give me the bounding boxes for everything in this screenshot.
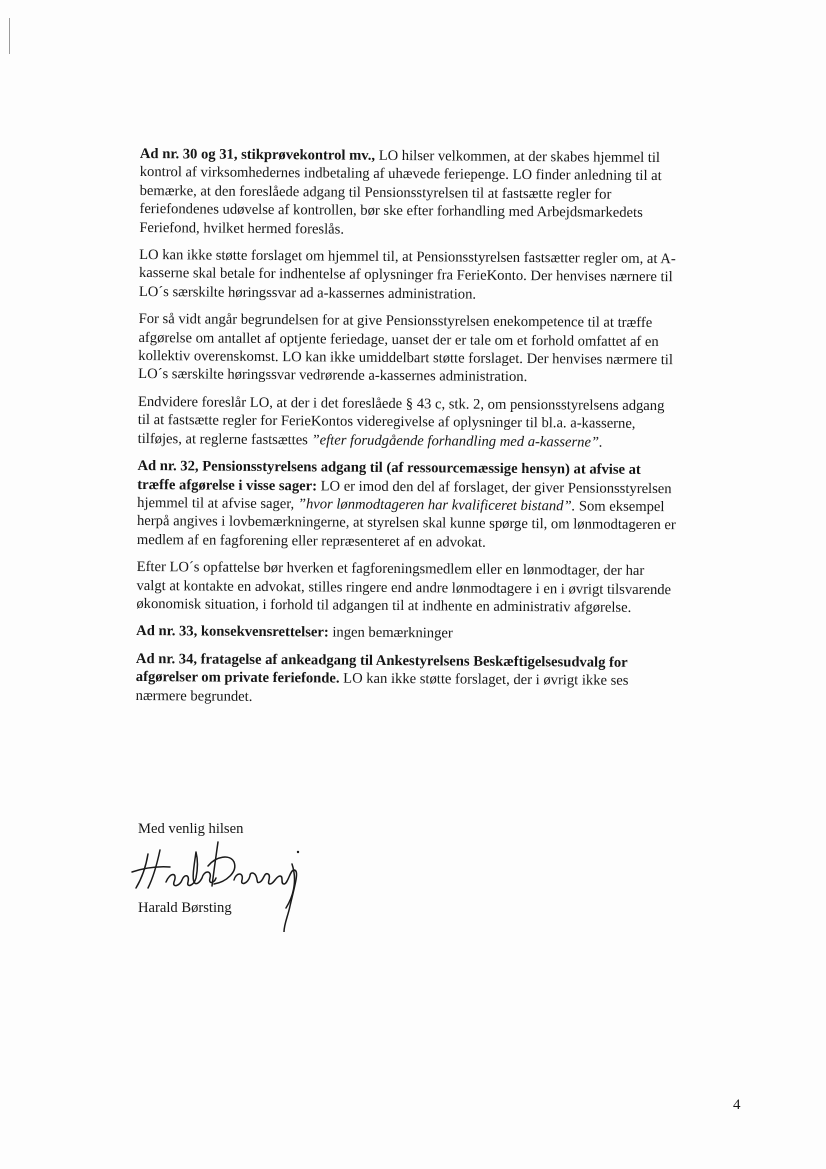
paragraph-text: ”efter forudgående forhandling med a-kasserne”. — [311, 432, 603, 451]
paragraph-text: LO kan ikke støtte forslaget om hjemmel til, at Pensionsstyrelsen fastsætter regler om, at A-kasserne skal betale for indhentelse af oplysninger fra FerieKonto. Der henvises nærnere til LO´s særskilte høringssvar ad a-kassernes administration. — [138, 247, 676, 303]
paragraph-text: ”hvor lønmodtageren har kvalificeret bistand”. — [297, 496, 576, 515]
paragraph-text: Ad nr. 33, konsekvensrettelser: — [136, 623, 329, 641]
paragraph-p8 — [136, 650, 676, 709]
closing-greeting: Med venlig hilsen — [138, 821, 244, 837]
signer-name: Harald Børsting — [138, 900, 232, 916]
scan-artifact-line — [9, 18, 10, 54]
letter-body — [136, 145, 680, 718]
paragraph-text: Ad nr. 32, Pensionsstyrelsens adgang til (af ressourcemæssige hensyn) at afvise at træffe afgørelse i visse sager: — [137, 458, 641, 494]
paragraph-text: ingen bemærkninger — [328, 624, 453, 642]
paragraph-p6 — [136, 558, 676, 617]
paragraph-p1 — [139, 145, 680, 241]
paragraph-text: Ad nr. 34, fratagelse af ankeadgang til Ankestyrelsens Beskæftigelsesudvalg for afgørelser om private feriefonde. — [135, 650, 628, 687]
paragraph-text: Ad nr. 30 og 31, stikprøvekontrol mv., — [139, 145, 376, 164]
paragraph-p4 — [138, 393, 678, 452]
paragraph-p3 — [138, 310, 679, 388]
paragraph-p2 — [139, 246, 679, 305]
paragraph-p5 — [137, 457, 678, 553]
paragraph-text: For så vidt angår begrundelsen for at give Pensionsstyrelsen enekompetence til at træffe afgørelse om antallet af optjente feriedage, uanset der er tale om et forhold omfattet af en kollektiv overenskomst. LO kan ikke umiddelbart støtte forslaget. Der henvises nærmere til LO´s særskilte høringssvar vedrørende a-kassernes administration. — [138, 311, 673, 386]
paragraph-text: Endvidere foreslår LO, at der i det foreslåede § 43 c, stk. 2, om pensionsstyrelsens adgang til at fastsætte regler for FerieKontos videregivelse af oplysninger til bl.a. a-kasserne, tilføjes, at reglerne fastsættes — [137, 393, 665, 449]
paragraph-text: Som eksempel herpå angives i lovbemærkningerne, at styrelsen skal kunne spørge til, om lønmodtageren er medlem af en fagforening eller repræsenteret af en advokat. — [136, 498, 676, 551]
paragraph-text: LO kan ikke støtte forslaget, der i øvrigt ikke ses nærmere begrundet. — [135, 670, 629, 705]
page-number: 4 — [733, 1097, 741, 1113]
paragraph-text: LO er imod den del af forslaget, der giver Pensionsstyrelsen hjemmel til at afvise sager, — [137, 477, 672, 513]
paragraph-text: Efter LO´s opfattelse bør hverken et fagforeningsmedlem eller en lønmodtager, der har valgt at kontakte en advokat, stilles ringere end andre lønmodtagere i en i øvrigt tilsvarende økonomisk situation, i forhold til adgangen til at indhente en administrativ afgørelse. — [136, 559, 672, 616]
handwritten-signature — [126, 836, 326, 932]
paragraph-p7 — [136, 622, 676, 645]
paragraph-text: LO hilser velkommen, at der skabes hjemmel til kontrol af virksomhedernes indbetaling af uhævede feriepenge. LO finder anledning til at bemærke, at den foreslåede adgang til Pensionsstyrelsen til at fastsætte regler for feriefondenes udøvelse af kontrollen, bør ske efter forhandling med Arbejdsmarkedets Feriefond, hvilket hermed foreslås. — [139, 147, 662, 238]
